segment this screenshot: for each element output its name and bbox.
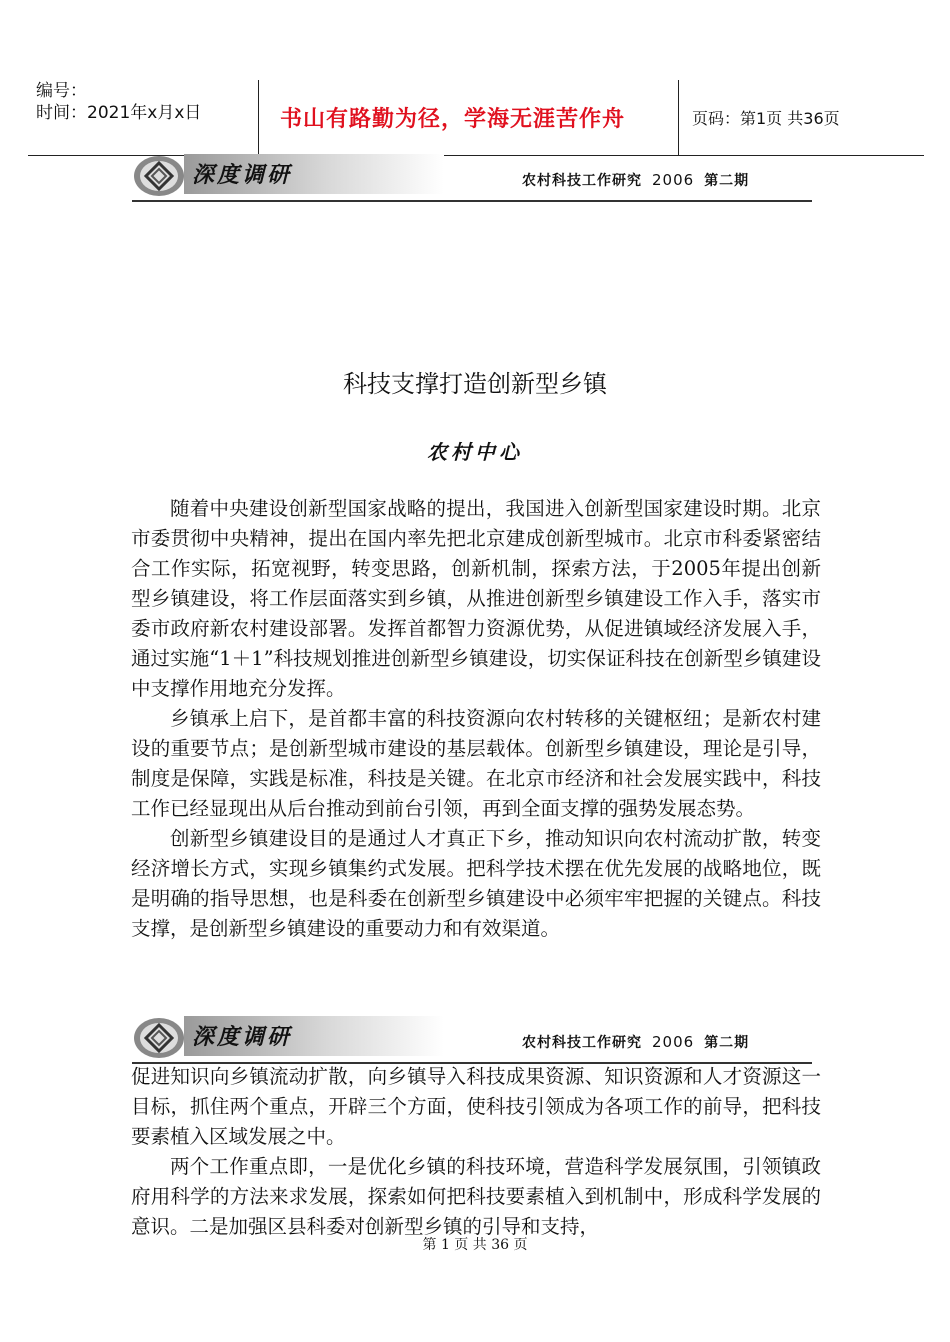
meta-left-cell bbox=[36, 80, 266, 124]
journal-logo-icon bbox=[132, 1016, 186, 1060]
journal-name: 农村科技工作研究 bbox=[522, 173, 642, 189]
paragraph: 创新型乡镇建设目的是通过人才真正下乡，推动知识向农村流动扩散，转变经济增长方式，实现乡镇集约式发展。把科学技术摆在优先发展的战略地位，既是明确的指导思想，也是科委在创新型乡镇建设中必须牢牢把握的关键点。科技支撑，是创新型乡镇建设的重要动力和有效渠道。 bbox=[131, 827, 821, 940]
article-title: 科技支撑打造创新型乡镇 bbox=[343, 370, 607, 398]
journal-year: 2006 bbox=[652, 171, 695, 189]
motto: 书山有路勤为径，学海无涯苦作舟 bbox=[280, 107, 626, 132]
journal-issue: 第二期 bbox=[704, 1035, 750, 1051]
time-label: 时间：2021年x月x日 bbox=[36, 103, 202, 123]
journal-logo-icon bbox=[132, 154, 186, 198]
article-body-continued bbox=[131, 1062, 821, 1242]
document-meta-header bbox=[28, 80, 924, 156]
serial-label: 编号： bbox=[36, 81, 87, 101]
journal-name: 农村科技工作研究 bbox=[522, 1035, 642, 1051]
journal-info bbox=[522, 170, 749, 190]
column-name: 深度调研 bbox=[192, 162, 293, 188]
paragraph: 两个工作重点即，一是优化乡镇的科技环境，营造科学发展氛围，引领镇政府用科学的方法来求发展，探索如何把科技要素植入到机制中，形成科学发展的意识。二是加强区县科委对创新型乡镇的引导和支持， bbox=[131, 1155, 821, 1238]
journal-year: 2006 bbox=[652, 1033, 695, 1051]
paragraph: 随着中央建设创新型国家战略的提出，我国进入创新型国家建设时期。北京市委贯彻中央精神，提出在国内率先把北京建成创新型城市。北京市科委紧密结合工作实际，拓宽视野，转变思路，创新机制，探索方法，于2005年提出创新型乡镇建设，将工作层面落实到乡镇，从推进创新型乡镇建设工作入手，落实市委市政府新农村建设部署。发挥首都智力资源优势，从促进镇域经济发展入手，通过实施“1＋1”科技规划推进创新型乡镇建设，切实保证科技在创新型乡镇建设中支撑作用地充分发挥。 bbox=[131, 497, 821, 700]
article-author: 农村中心 bbox=[427, 440, 523, 464]
column-name: 深度调研 bbox=[192, 1024, 293, 1050]
journal-banner bbox=[132, 150, 812, 208]
paragraph: 促进知识向乡镇流动扩散，向乡镇导入科技成果资源、知识资源和人才资源这一目标，抓住两个重点，开辟三个方面，使科技引领成为各项工作的前导，把科技要素植入区域发展之中。 bbox=[131, 1065, 821, 1148]
banner-rule bbox=[132, 200, 812, 202]
article-body bbox=[131, 494, 821, 944]
journal-info bbox=[522, 1032, 749, 1052]
paragraph: 乡镇承上启下，是首都丰富的科技资源向农村转移的关键枢纽；是新农村建设的重要节点；是创新型城市建设的基层载体。创新型乡镇建设，理论是引导，制度是保障，实践是标准，科技是关键。在北京市经济和社会发展实践中，科技工作已经显现出从后台推动到前台引领，再到全面支撑的强势发展态势。 bbox=[131, 707, 821, 820]
journal-issue: 第二期 bbox=[704, 173, 750, 189]
divider bbox=[678, 80, 679, 156]
page-footer: 第 1 页 共 36 页 bbox=[422, 1237, 528, 1253]
divider bbox=[258, 80, 259, 156]
page-info: 页码：第1页 共36页 bbox=[692, 109, 840, 128]
